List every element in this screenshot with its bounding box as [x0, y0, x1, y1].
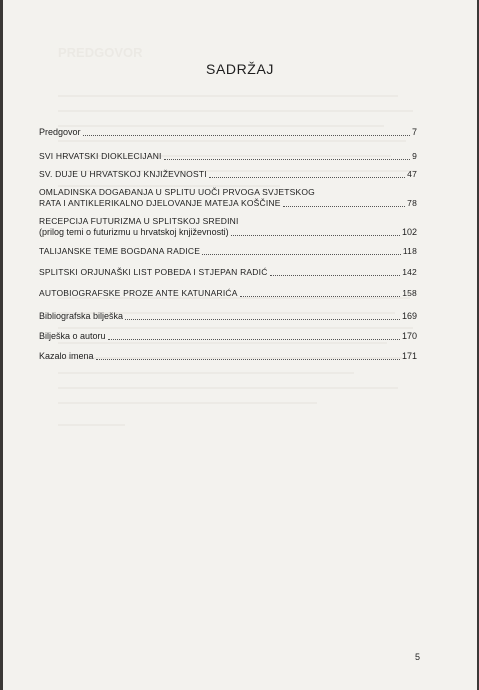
toc-entry-title: Kazalo imena [39, 351, 94, 361]
toc-entry-pobeda [39, 267, 417, 278]
toc-entry-title: SPLITSKI ORJUNAŠKI LIST POBEDA I STJEPAN RADIĆ [39, 267, 268, 277]
dot-leader [231, 235, 400, 236]
toc-entry-radica [39, 246, 417, 257]
toc-entry-page: 170 [401, 331, 417, 341]
show-through-heading: PREDGOVOR [58, 45, 143, 60]
toc-entry-sv-duje [39, 169, 417, 180]
toc-entry-page: 9 [412, 151, 417, 161]
toc-entry-title: TALIJANSKE TEME BOGDANA RADICE [39, 246, 201, 256]
dot-leader [240, 296, 401, 297]
toc-entry-title-line1: OMLADINSKA DOGAĐANJA U SPLITU UOČI PRVOGA SVJETSKOG [39, 187, 315, 197]
toc-entry-title: Predgovor [39, 127, 81, 137]
toc-entry-page: 7 [411, 127, 417, 137]
toc-entry-page: 169 [401, 311, 417, 321]
dot-leader [125, 319, 400, 320]
toc-entry-page: 47 [407, 169, 417, 179]
dot-leader [209, 177, 405, 178]
toc-entry-bibliografska [39, 311, 417, 322]
toc-entry-title-line1: RECEPCIJA FUTURIZMA U SPLITSKOJ SREDINI [39, 216, 239, 226]
toc-entry-title: AUTOBIOGRAFSKE PROZE ANTE KATUNARIĆA [39, 288, 238, 298]
toc-entry-kazalo [39, 351, 417, 362]
dot-leader [164, 159, 410, 160]
dot-leader [202, 254, 401, 255]
toc-entry-title: (prilog temi o futurizmu u hrvatskoj književnosti) [39, 227, 229, 237]
dot-leader [108, 339, 400, 340]
dot-leader [83, 135, 410, 136]
book-page [3, 0, 477, 690]
toc-entry-futurizam [39, 216, 417, 238]
toc-entry-title: SV. DUJE U HRVATSKOJ KNJIŽEVNOSTI [39, 169, 207, 179]
toc-entry-title: RATA I ANTIKLERIKALNO DJELOVANJE MATEJA KOŠČINE [39, 198, 281, 208]
toc-entry-title: Bilješka o autoru [39, 331, 106, 341]
toc-entry-title: SVI HRVATSKI DIOKLECIJANI [39, 151, 162, 161]
toc-entry-dioklecijani [39, 151, 417, 162]
toc-entry-predgovor [39, 127, 417, 138]
toc-entry-katunaric [39, 288, 417, 299]
page-number: 5 [415, 652, 421, 662]
toc-entry-title: Bibliografska bilješka [39, 311, 124, 321]
toc-entry-page: 102 [401, 227, 417, 237]
dot-leader [96, 359, 400, 360]
dot-leader [270, 275, 401, 276]
page-title: SADRŽAJ [206, 61, 274, 77]
toc-entry-page: 158 [402, 288, 417, 298]
toc-entry-omladinska [39, 187, 417, 209]
toc-entry-page: 78 [407, 198, 417, 208]
toc-entry-page: 171 [401, 351, 417, 361]
table-of-contents [39, 118, 417, 362]
toc-entry-biljeska-autor [39, 331, 417, 342]
toc-entry-page: 118 [402, 246, 417, 256]
toc-entry-page: 142 [402, 267, 417, 277]
dot-leader [283, 206, 406, 207]
